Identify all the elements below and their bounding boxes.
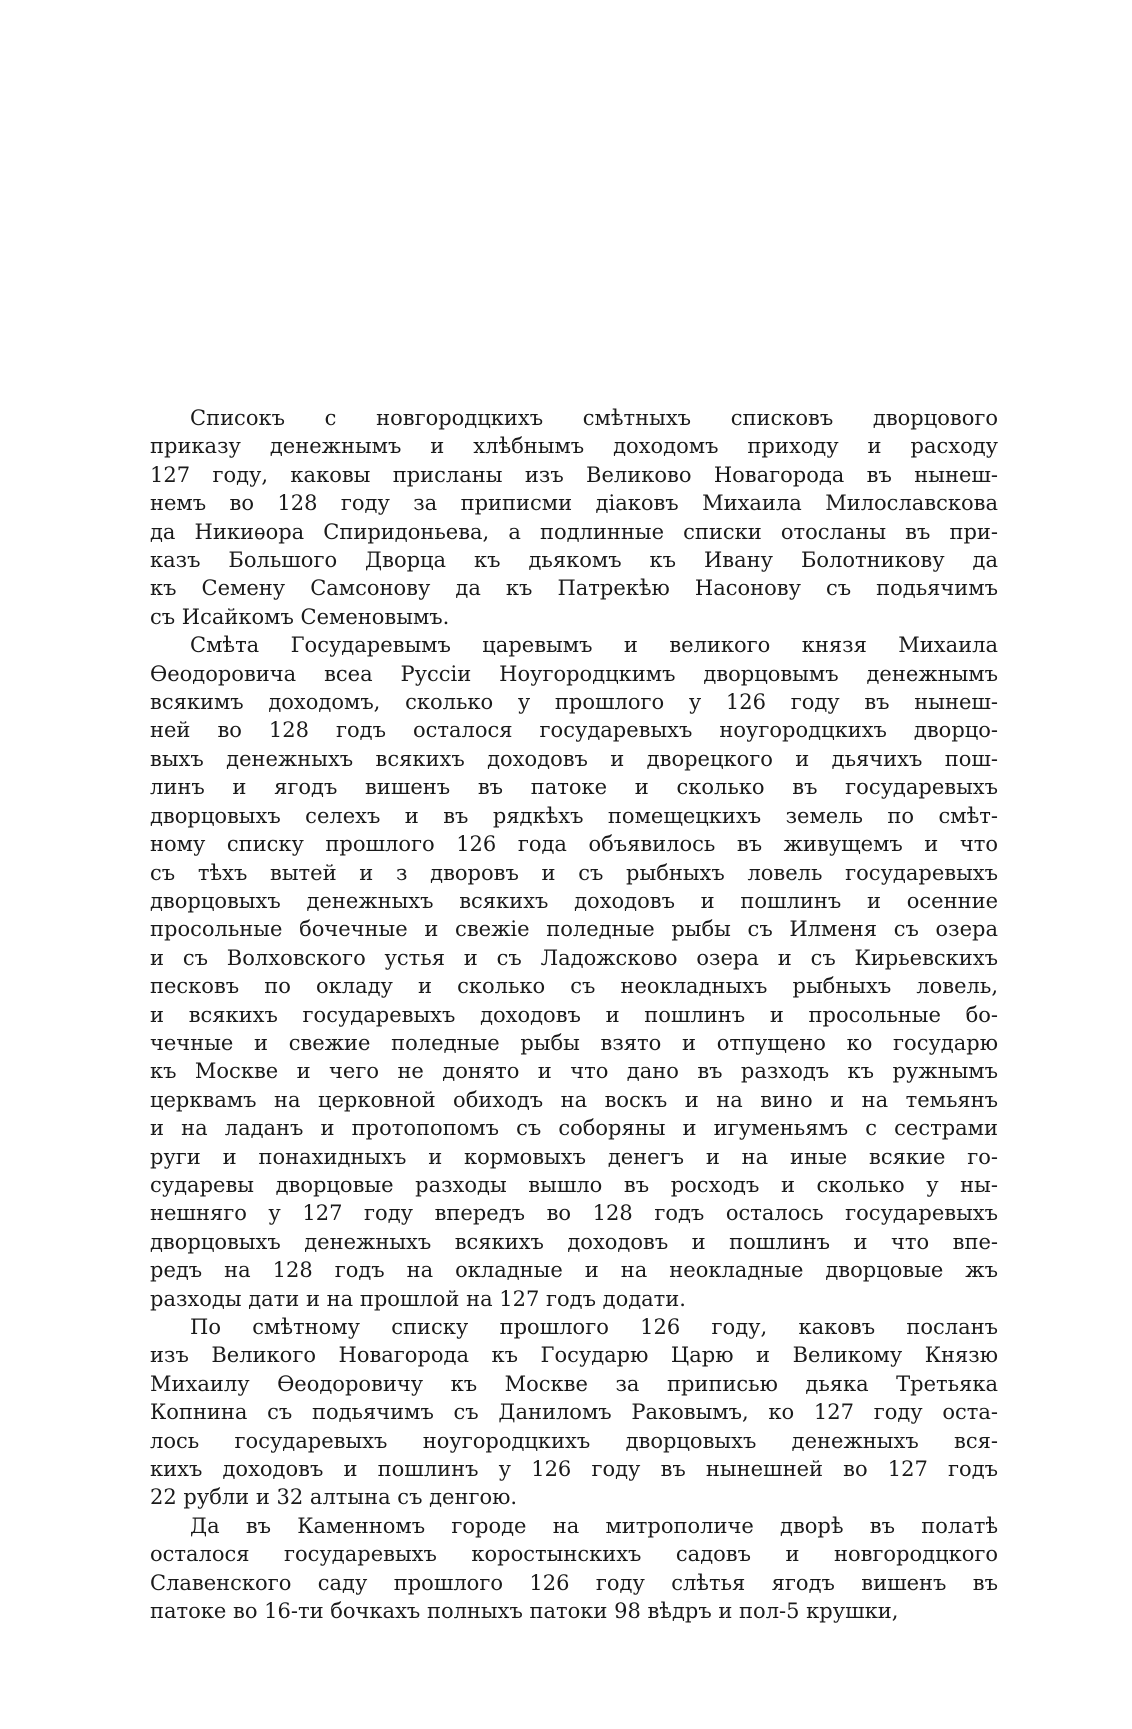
text-line: просольные бочечные и свежiе поледные рыбы съ Илменя съ озера: [150, 917, 998, 942]
text-line: кихъ доходовъ и пошлинъ у 126 году въ нынешней во 127 годъ: [150, 1457, 998, 1482]
text-line: Да въ Каменномъ городе на митрополиче дворѣ въ полатѣ: [190, 1513, 998, 1538]
text-line: къ Москве и чего не донято и что дано въ разходъ къ ружнымъ: [150, 1059, 998, 1084]
text-line: немъ во 128 году за приписми дiаковъ Михаила Милославскова: [150, 491, 998, 516]
text-line: ному списку прошлого 126 года объявилось въ живущемъ и что: [150, 832, 998, 857]
text-line: ней во 128 годъ осталося государевыхъ ноугородцкихъ дворцо-: [150, 718, 998, 743]
text-line: съ тѣхъ вытей и з дворовъ и съ рыбныхъ ловель государевыхъ: [150, 860, 998, 885]
text-line: Ѳеодоровича всеа Руссiи Ноугородцкимъ дворцовымъ денежнымъ: [150, 661, 998, 686]
text-line: всякимъ доходомъ, сколько у прошлого у 126 году въ нынеш-: [150, 690, 998, 715]
text-line: и на ладанъ и протопопомъ съ соборяны и игуменьямъ с сестрами: [150, 1116, 998, 1141]
text-line: дворцовыхъ денежныхъ всякихъ доходовъ и пошлинъ и осенние: [150, 888, 998, 913]
text-line: къ Семену Самсонову да къ Патрекѣю Насонову съ подьячимъ: [150, 576, 998, 601]
text-line: 22 рубли и 32 алтына съ денгою.: [150, 1485, 518, 1510]
text-line: Славенского саду прошлого 126 году слѣтья ягодъ вишенъ въ: [150, 1570, 998, 1595]
text-line: 127 году, каковы присланы изъ Великово Новагорода въ нынеш-: [150, 462, 998, 487]
text-line: патоке во 16-ти бочкахъ полныхъ патоки 98 вѣдръ и пол-5 крушки,: [150, 1599, 899, 1624]
text-line: да Никиѳора Спиридоньева, а подлинные списки отосланы въ при-: [150, 519, 998, 544]
text-line: редъ на 128 годъ на окладные и на неокладные дворцовые жъ: [150, 1258, 998, 1283]
paragraph: [150, 404, 998, 631]
text-line: церквамъ на церковной обиходъ на воскъ и на вино и на темьянъ: [150, 1087, 998, 1112]
text-line: Списокъ с новгородцкихъ смѣтныхъ списковъ дворцового: [190, 406, 998, 430]
text-line: нешняго у 127 году впередъ во 128 годъ осталось государевыхъ: [150, 1201, 998, 1226]
paragraph: [150, 1512, 998, 1626]
text-line: По смѣтному списку прошлого 126 году, каковъ посланъ: [190, 1315, 998, 1339]
text-line: съ Исайкомъ Семеновымъ.: [150, 604, 450, 629]
text-line: и всякихъ государевыхъ доходовъ и пошлинъ и просольные бо-: [150, 1002, 998, 1027]
text-line: и съ Волховского устья и съ Ладожсково озера и съ Кирьевскихъ: [150, 945, 998, 970]
text-line: линъ и ягодъ вишенъ въ патоке и сколько въ государевыхъ: [150, 775, 998, 800]
text-line: разходы дати и на прошлой на 127 годъ додати.: [150, 1286, 686, 1311]
paragraph: [150, 1313, 998, 1512]
document-text: [150, 404, 998, 1625]
text-line: Смѣта Государевымъ царевымъ и великого князя Михаила: [190, 633, 998, 658]
text-line: песковъ по окладу и сколько съ неокладныхъ рыбныхъ ловель,: [150, 974, 998, 999]
text-line: руги и понахидныхъ и кормовыхъ денегъ и на иные всякие го-: [150, 1144, 998, 1169]
text-line: приказу денежнымъ и хлѣбнымъ доходомъ приходу и расходу: [150, 434, 998, 459]
text-line: казъ Большого Дворца къ дьякомъ къ Ивану Болотникову да: [150, 548, 998, 573]
text-line: изъ Великого Новагорода къ Государю Царю и Великому Князю: [150, 1343, 998, 1368]
text-line: дворцовыхъ селехъ и въ рядкѣхъ помещецкихъ земель по смѣт-: [150, 803, 998, 828]
text-line: осталося государевыхъ коростынскихъ садовъ и новгородцкого: [150, 1542, 998, 1567]
paragraph: [150, 631, 998, 1313]
text-line: чечные и свежие поледные рыбы взято и отпущено ко государю: [150, 1030, 998, 1055]
text-line: Михаилу Ѳеодоровичу къ Москве за приписью дьяка Третьяка: [150, 1371, 998, 1396]
text-line: Копнина съ подьячимъ съ Даниломъ Раковымъ, ко 127 году оста-: [150, 1400, 998, 1425]
text-line: дворцовыхъ денежныхъ всякихъ доходовъ и пошлинъ и что впе-: [150, 1229, 998, 1254]
text-line: выхъ денежныхъ всякихъ доходовъ и дворецкого и дьячихъ пош-: [150, 746, 998, 771]
text-line: сударевы дворцовые разходы вышло въ росходъ и сколько у ны-: [150, 1172, 998, 1197]
text-line: лось государевыхъ ноугородцкихъ дворцовыхъ денежныхъ вся-: [150, 1428, 998, 1453]
